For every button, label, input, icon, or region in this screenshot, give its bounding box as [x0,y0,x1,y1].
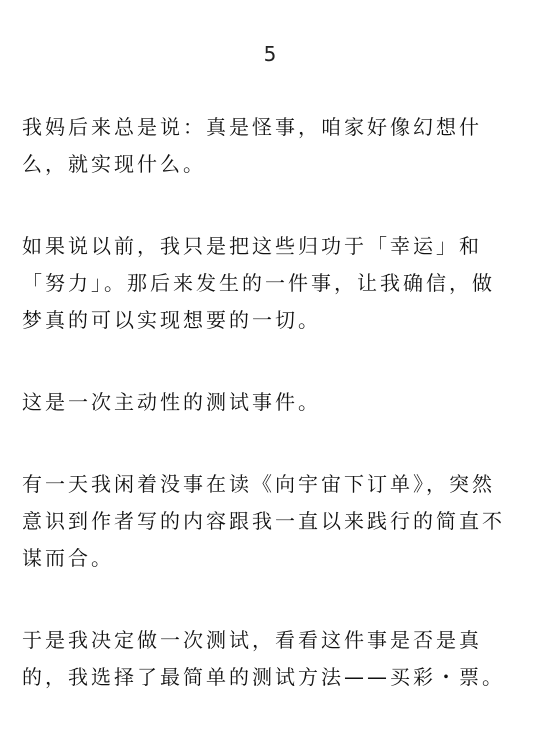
paragraph-3 [22,384,520,421]
text-line: 于是我决定做一次测试，看看这件事是否是真 [22,628,482,652]
paragraph-5 [22,622,520,696]
text-line: 谋而合。 [22,546,114,570]
text-line: 么，就实现什么。 [22,152,206,176]
text-line: 我妈后来总是说：真是怪事，咱家好像幻想什 [22,115,482,139]
text-line: 梦真的可以实现想要的一切。 [22,308,321,332]
text-line: 意识到作者写的内容跟我一直以来践行的简直不 [22,509,505,533]
text-line: 如果说以前，我只是把这些归功于「幸运」和 [22,234,482,258]
paragraph-2 [22,228,520,339]
text-line: 的，我选择了最简单的测试方法——买彩・票。 [22,665,505,689]
page-number: 5 [263,42,277,66]
text-line: 有一天我闲着没事在读《向宇宙下订单》，突然 [22,472,495,496]
paragraph-1 [22,109,520,183]
paragraph-4 [22,466,520,577]
text-line: 「努力」。那后来发生的一件事，让我确信，做 [22,271,495,295]
text-line: 这是一次主动性的测试事件。 [22,390,321,414]
body-text [22,109,520,741]
